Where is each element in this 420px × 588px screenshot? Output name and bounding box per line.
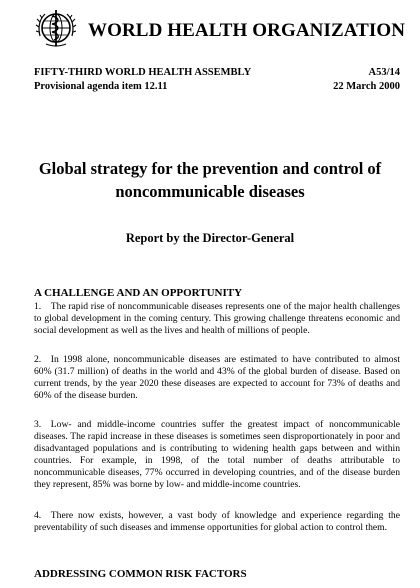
assembly-name: FIFTY-THIRD WORLD HEALTH ASSEMBLY bbox=[34, 67, 252, 78]
agenda-item: Provisional agenda item 12.11 bbox=[34, 81, 168, 92]
organization-name: WORLD HEALTH ORGANIZATION bbox=[88, 20, 406, 41]
document-date: 22 March 2000 bbox=[333, 81, 400, 92]
who-emblem-icon bbox=[34, 6, 78, 50]
section-heading-risk-factors: ADDRESSING COMMON RISK FACTORS bbox=[34, 568, 247, 580]
paragraph-2: 2. In 1998 alone, noncommunicable diseases are estimated to have contributed to almost 60% (31.7 million) of deaths in the world and 43% of the global burden of disease. Based on current trends, by the year 2020 these diseases are expected to account for 73% of deaths and 60% of the disease burden. bbox=[34, 354, 400, 401]
document-subtitle: Report by the Director-General bbox=[125, 231, 295, 245]
document-title: Global strategy for the prevention and control of noncommunicable diseases bbox=[38, 159, 382, 201]
document-number: A53/14 bbox=[368, 67, 400, 78]
document-meta bbox=[333, 66, 400, 94]
paragraph-4: 4. There now exists, however, a vast body of knowledge and experience regarding the preventability of such diseases and immense opportunities for global action to control them. bbox=[34, 510, 400, 533]
paragraph-3: 3. Low- and middle-income countries suffer the greatest impact of noncommunicable diseases. The rapid increase in these diseases is sometimes seen disproportionately in poor and disadvantaged populations and is contributing to widening health gaps between and within countries. For example, in 1998, of the total number of deaths attributable to noncommunicable diseases, 77% occurred in developing countries, and of the disease burden they represent, 85% was borne by low- and middle-income countries. bbox=[34, 419, 400, 490]
section-heading-challenge: A CHALLENGE AND AN OPPORTUNITY bbox=[34, 287, 243, 299]
paragraph-1: 1. The rapid rise of noncommunicable diseases represents one of the major health challenges to global development in the coming century. This growing challenge threatens economic and social development as well as the lives and health of millions of people. bbox=[34, 301, 400, 336]
assembly-info bbox=[34, 66, 251, 94]
